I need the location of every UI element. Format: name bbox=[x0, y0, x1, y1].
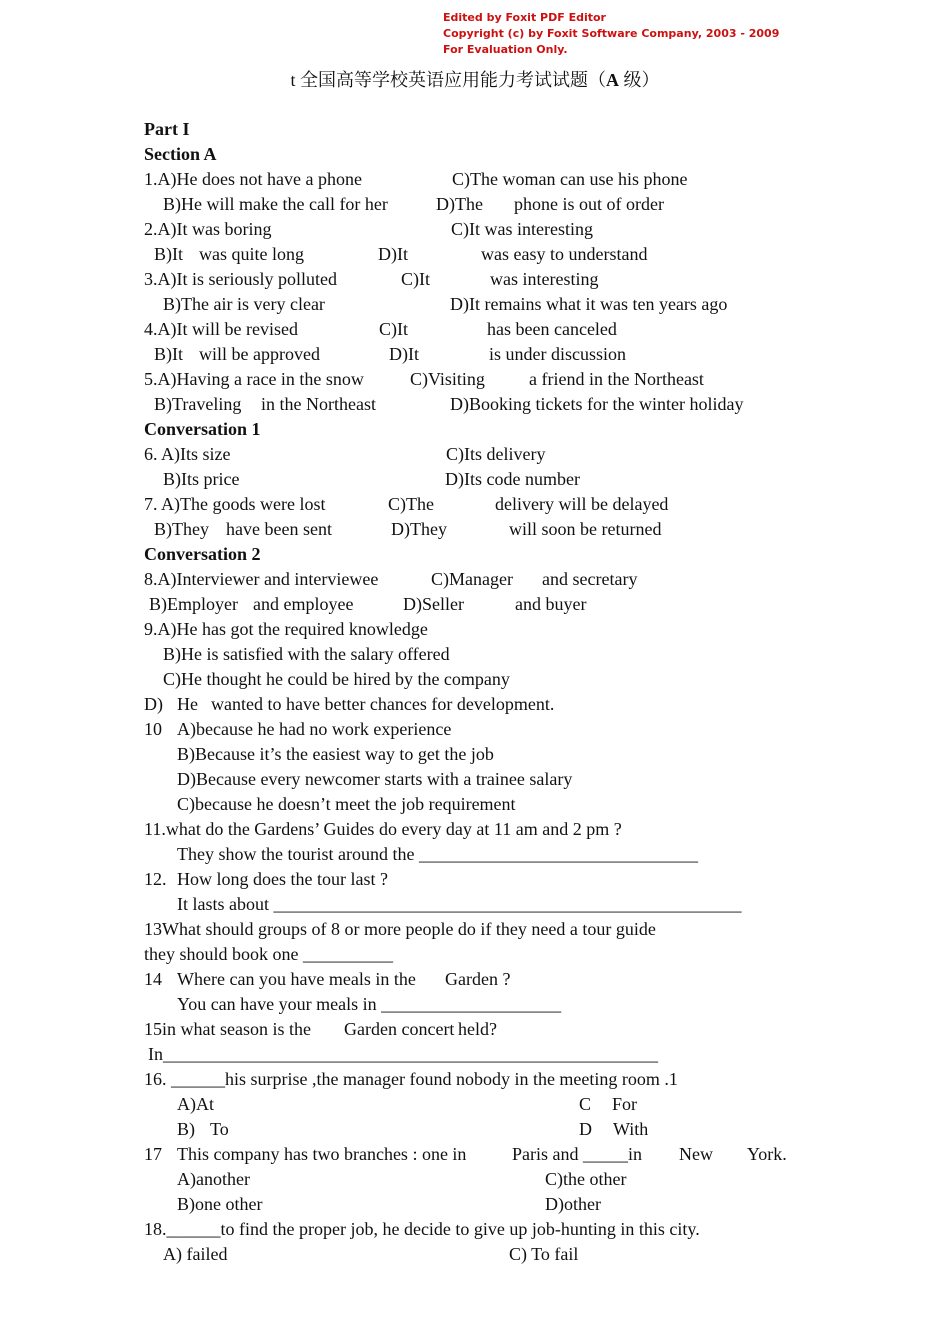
exam-text-segment: 13What should groups of 8 or more people do if they need a tour guide bbox=[144, 919, 656, 939]
exam-text-segment: a friend in the Northeast bbox=[529, 369, 704, 389]
exam-text-segment: C)It bbox=[379, 319, 408, 339]
exam-text-segment: B)Its price bbox=[163, 469, 240, 489]
exam-text-segment: 17 bbox=[144, 1144, 162, 1164]
exam-text-segment: 1.A)He does not have a phone bbox=[144, 169, 362, 189]
exam-text-segment: A)At bbox=[177, 1094, 214, 1114]
exam-text-segment: C bbox=[579, 1094, 592, 1114]
exam-text-segment: 4.A)It will be revised bbox=[144, 319, 298, 339]
exam-text-segment: they should book one __________ bbox=[144, 944, 393, 964]
exam-text-segment: B)Employer bbox=[149, 594, 238, 614]
exam-text-segment: 16. ______his surprise ,the manager found nobody in the meeting room .1 bbox=[144, 1069, 678, 1089]
exam-text-segment: 8.A)Interviewer and interviewee bbox=[144, 569, 379, 589]
title-grade: A bbox=[606, 70, 619, 90]
exam-text-segment: C)Visiting bbox=[410, 369, 485, 389]
title-suffix: 级） bbox=[619, 70, 660, 90]
exam-text-segment: has been canceled bbox=[487, 319, 617, 339]
exam-text-segment: held? bbox=[458, 1019, 497, 1039]
exam-text-segment: C)Its delivery bbox=[446, 444, 546, 464]
exam-text-segment: 18.______to find the proper job, he decide to give up job-hunting in this city. bbox=[144, 1219, 700, 1239]
exam-text-segment: C)It was interesting bbox=[451, 219, 593, 239]
exam-text-segment: D)Because every newcomer starts with a trainee salary bbox=[177, 769, 573, 789]
page-title bbox=[0, 66, 950, 92]
exam-text-segment: will soon be returned bbox=[509, 519, 662, 539]
exam-text-segment: and secretary bbox=[542, 569, 638, 589]
exam-text-segment: D)Seller bbox=[403, 594, 464, 614]
section-heading: Conversation 2 bbox=[144, 544, 261, 564]
exam-text-segment: B)It bbox=[154, 344, 183, 364]
exam-text-segment: phone is out of order bbox=[514, 194, 664, 214]
exam-text-segment: How long does the tour last ? bbox=[177, 869, 388, 889]
section-heading: Conversation 1 bbox=[144, 419, 261, 439]
exam-text-segment: in the Northeast bbox=[261, 394, 376, 414]
exam-text-segment: York. bbox=[747, 1144, 787, 1164]
exam-text-segment: This company has two branches : one in bbox=[177, 1144, 467, 1164]
exam-text-segment: C)Manager bbox=[431, 569, 513, 589]
exam-text-segment: In_______________________________________________________ bbox=[148, 1044, 658, 1064]
exam-text-segment: A)another bbox=[177, 1169, 250, 1189]
exam-text-segment: was easy to understand bbox=[481, 244, 648, 264]
exam-text-segment: B)one other bbox=[177, 1194, 263, 1214]
watermark-line-3: For Evaluation Only. bbox=[443, 43, 568, 56]
exam-text-segment: C)The bbox=[388, 494, 434, 514]
watermark-line-1: Edited by Foxit PDF Editor bbox=[443, 11, 606, 24]
exam-text-segment: B)It bbox=[154, 244, 183, 264]
exam-text-segment: wanted to have better chances for development. bbox=[211, 694, 555, 714]
exam-text-segment: It lasts about ____________________________________________________ bbox=[177, 894, 742, 914]
exam-text-segment: B)He is satisfied with the salary offered bbox=[163, 644, 450, 664]
exam-text-segment: and employee bbox=[253, 594, 354, 614]
exam-text-segment: D)It bbox=[378, 244, 408, 264]
watermark-line-2: Copyright (c) by Foxit Software Company, 2003 - 2009 bbox=[443, 27, 780, 40]
exam-text-segment: 7. A)The goods were lost bbox=[144, 494, 326, 514]
title-prefix: t 全国高等学校英语应用能力考试试题（ bbox=[290, 70, 606, 90]
exam-text-segment: D)other bbox=[545, 1194, 601, 1214]
exam-text-segment: 9.A)He has got the required knowledge bbox=[144, 619, 428, 639]
exam-text-segment: B)The air is very clear bbox=[163, 294, 325, 314]
exam-text-segment: C)because he doesn’t meet the job requirement bbox=[177, 794, 516, 814]
exam-text-segment: B) bbox=[177, 1119, 195, 1139]
exam-text-segment: D)It remains what it was ten years ago bbox=[450, 294, 728, 314]
exam-text-segment: have been sent bbox=[226, 519, 332, 539]
exam-text-segment: Where can you have meals in the bbox=[177, 969, 416, 989]
exam-text-segment: 14 bbox=[144, 969, 162, 989]
exam-text-segment: 11.what do the Gardens’ Guides do every day at 11 am and 2 pm ? bbox=[144, 819, 622, 839]
exam-text-segment: is under discussion bbox=[489, 344, 626, 364]
exam-text-segment: will be approved bbox=[199, 344, 320, 364]
exam-text-segment: C)The woman can use his phone bbox=[452, 169, 688, 189]
exam-text-segment: New bbox=[679, 1144, 713, 1164]
exam-text-segment: For bbox=[612, 1094, 638, 1114]
exam-text-segment: C)It bbox=[401, 269, 430, 289]
exam-text-segment: A)because he had no work experience bbox=[177, 719, 452, 739]
exam-text-segment: Garden ? bbox=[445, 969, 511, 989]
foxit-watermark bbox=[443, 10, 779, 58]
exam-text-segment: B)He will make the call for her bbox=[163, 194, 388, 214]
exam-text-segment: B)They bbox=[154, 519, 209, 539]
exam-text-segment: 5.A)Having a race in the snow bbox=[144, 369, 364, 389]
exam-text-segment: 12. bbox=[144, 869, 167, 889]
exam-text-segment: C)the other bbox=[545, 1169, 627, 1189]
exam-text-segment: B)Traveling bbox=[154, 394, 242, 414]
exam-text-segment: 3.A)It is seriously polluted bbox=[144, 269, 337, 289]
exam-text-segment: 10 bbox=[144, 719, 162, 739]
exam-text-segment: B)Because it’s the easiest way to get the job bbox=[177, 744, 494, 764]
exam-text-segment: and buyer bbox=[515, 594, 587, 614]
exam-text-segment: A) failed bbox=[163, 1244, 228, 1264]
exam-text-segment: They show the tourist around the _______________________________ bbox=[177, 844, 698, 864]
exam-text-segment: delivery will be delayed bbox=[495, 494, 669, 514]
exam-text-segment: D)Its code number bbox=[445, 469, 580, 489]
section-heading: Section A bbox=[144, 144, 217, 164]
exam-text-segment: D)The bbox=[436, 194, 483, 214]
exam-text-segment: was quite long bbox=[199, 244, 304, 264]
exam-text-segment: was interesting bbox=[490, 269, 599, 289]
exam-text-segment: You can have your meals in ____________________ bbox=[177, 994, 562, 1014]
exam-text-segment: Garden concert bbox=[344, 1019, 455, 1039]
exam-text-segment: D)Booking tickets for the winter holiday bbox=[450, 394, 744, 414]
exam-text-segment: 15in what season is the bbox=[144, 1019, 311, 1039]
exam-text-segment: Paris and _____in bbox=[512, 1144, 642, 1164]
exam-text-segment: To bbox=[210, 1119, 229, 1139]
exam-text-segment: C)He thought he could be hired by the company bbox=[163, 669, 510, 689]
section-heading: Part I bbox=[144, 119, 190, 139]
exam-text-segment: C) To fail bbox=[509, 1244, 579, 1264]
exam-text-segment: 2.A)It was boring bbox=[144, 219, 272, 239]
exam-text-segment: D bbox=[579, 1119, 592, 1139]
exam-text-segment: He bbox=[177, 694, 198, 714]
exam-text-segment: D)They bbox=[391, 519, 447, 539]
exam-text-segment: With bbox=[613, 1119, 649, 1139]
exam-text-segment: 6. A)Its size bbox=[144, 444, 231, 464]
exam-text-segment: D) bbox=[144, 694, 163, 714]
exam-text-segment: D)It bbox=[389, 344, 419, 364]
